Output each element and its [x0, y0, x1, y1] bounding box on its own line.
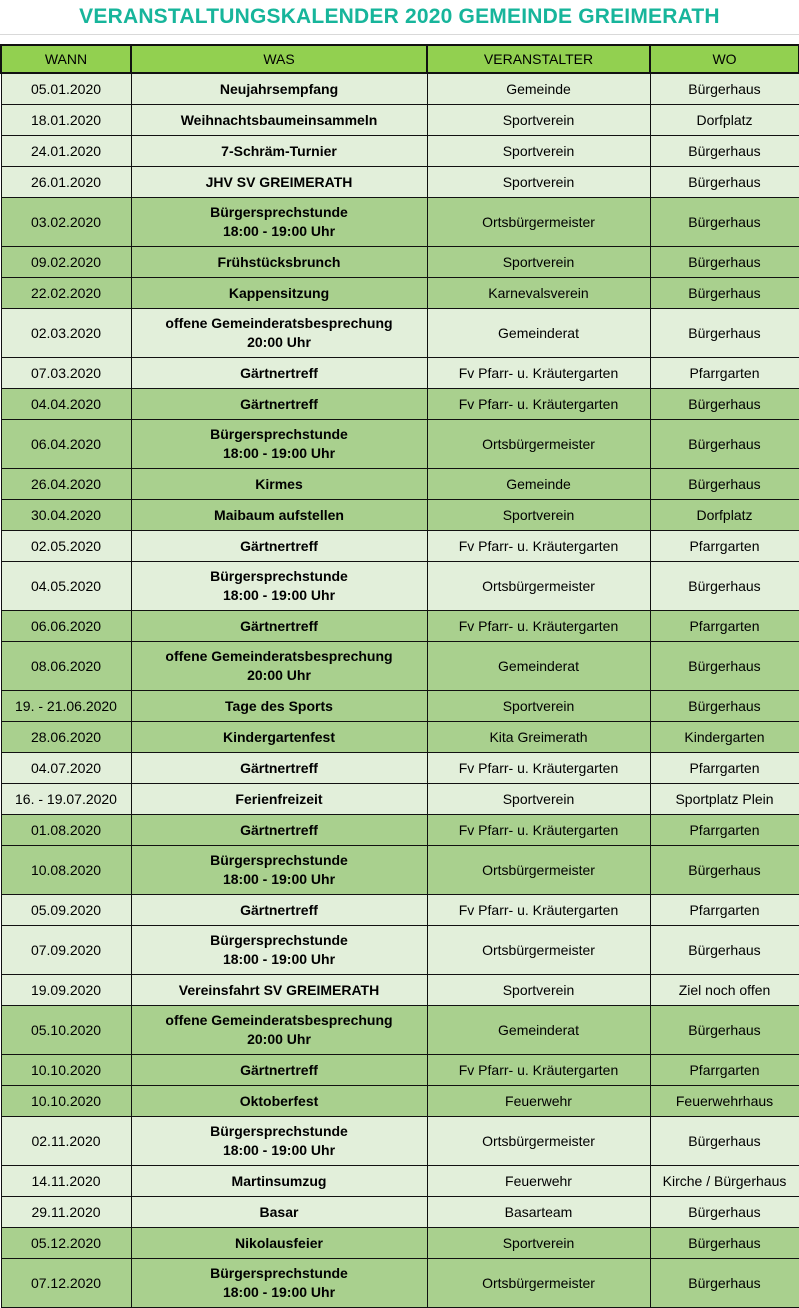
cell-wann: 26.04.2020 [1, 469, 131, 500]
cell-was [131, 815, 427, 846]
table-row [1, 1228, 799, 1259]
table-row [1, 1197, 799, 1228]
cell-veranstalter: Fv Pfarr- u. Kräutergarten [427, 1055, 650, 1086]
cell-veranstalter: Fv Pfarr- u. Kräutergarten [427, 895, 650, 926]
cell-was [131, 1228, 427, 1259]
cell-wann: 08.06.2020 [1, 642, 131, 691]
cell-wo: Feuerwehrhaus [650, 1086, 799, 1117]
event-name: Nikolausfeier [235, 1234, 323, 1251]
cell-wann: 10.10.2020 [1, 1055, 131, 1086]
event-name: JHV SV GREIMERATH [205, 173, 353, 190]
table-row [1, 753, 799, 784]
header-veranstalter: VERANSTALTER [427, 45, 650, 73]
cell-wann: 04.07.2020 [1, 753, 131, 784]
event-time: 20:00 Uhr [247, 1031, 311, 1047]
table-row [1, 1117, 799, 1166]
cell-wann: 30.04.2020 [1, 500, 131, 531]
cell-was [131, 846, 427, 895]
cell-wo: Bürgerhaus [650, 926, 799, 975]
cell-wo: Pfarrgarten [650, 815, 799, 846]
cell-wann: 06.06.2020 [1, 611, 131, 642]
event-name: Gärtnertreff [240, 759, 318, 776]
cell-was [131, 691, 427, 722]
cell-was [131, 278, 427, 309]
event-name: Bürgersprechstunde [210, 568, 348, 584]
event-name: Neujahrsempfang [219, 80, 339, 97]
table-row [1, 846, 799, 895]
cell-wann: 19. - 21.06.2020 [1, 691, 131, 722]
table-row [1, 926, 799, 975]
cell-was [131, 73, 427, 105]
cell-was [131, 562, 427, 611]
table-row [1, 1166, 799, 1197]
event-time: 18:00 - 19:00 Uhr [222, 1284, 336, 1300]
table-row [1, 1086, 799, 1117]
cell-wann: 09.02.2020 [1, 247, 131, 278]
cell-was [131, 1086, 427, 1117]
event-name: Oktoberfest [239, 1092, 319, 1109]
table-row [1, 389, 799, 420]
cell-veranstalter: Fv Pfarr- u. Kräutergarten [427, 531, 650, 562]
table-row [1, 642, 799, 691]
cell-was [131, 136, 427, 167]
cell-was [131, 611, 427, 642]
event-time: 20:00 Uhr [247, 334, 311, 350]
cell-wann: 10.10.2020 [1, 1086, 131, 1117]
cell-wo: Bürgerhaus [650, 198, 799, 247]
cell-wo: Kindergarten [650, 722, 799, 753]
cell-veranstalter: Ortsbürgermeister [427, 198, 650, 247]
cell-was [131, 1117, 427, 1166]
cell-veranstalter: Sportverein [427, 247, 650, 278]
event-time: 18:00 - 19:00 Uhr [222, 951, 336, 967]
cell-veranstalter: Gemeinde [427, 469, 650, 500]
header-row [1, 45, 799, 73]
cell-veranstalter: Basarteam [427, 1197, 650, 1228]
cell-wo: Bürgerhaus [650, 1117, 799, 1166]
cell-veranstalter: Gemeinderat [427, 309, 650, 358]
cell-wann: 26.01.2020 [1, 167, 131, 198]
event-name: Vereinsfahrt SV GREIMERATH [178, 981, 380, 998]
cell-wo: Pfarrgarten [650, 531, 799, 562]
cell-veranstalter: Ortsbürgermeister [427, 1259, 650, 1308]
table-row [1, 73, 799, 105]
cell-wann: 04.05.2020 [1, 562, 131, 611]
event-name: Ferienfreizeit [235, 790, 323, 807]
event-name: Bürgersprechstunde [210, 852, 348, 868]
cell-wo: Pfarrgarten [650, 753, 799, 784]
event-time: 18:00 - 19:00 Uhr [222, 1142, 336, 1158]
table-row [1, 1006, 799, 1055]
table-row [1, 1259, 799, 1308]
cell-wann: 16. - 19.07.2020 [1, 784, 131, 815]
event-calendar-table [0, 44, 799, 1308]
cell-wo: Bürgerhaus [650, 846, 799, 895]
cell-wo: Sportplatz Plein [650, 784, 799, 815]
cell-veranstalter: Fv Pfarr- u. Kräutergarten [427, 611, 650, 642]
table-row [1, 975, 799, 1006]
cell-was [131, 975, 427, 1006]
table-row [1, 309, 799, 358]
cell-veranstalter: Sportverein [427, 105, 650, 136]
cell-wann: 05.10.2020 [1, 1006, 131, 1055]
cell-veranstalter: Fv Pfarr- u. Kräutergarten [427, 358, 650, 389]
cell-wann: 02.03.2020 [1, 309, 131, 358]
cell-wo: Pfarrgarten [650, 895, 799, 926]
cell-veranstalter: Sportverein [427, 136, 650, 167]
cell-was [131, 784, 427, 815]
table-row [1, 198, 799, 247]
table-row [1, 469, 799, 500]
cell-was [131, 420, 427, 469]
cell-was [131, 722, 427, 753]
cell-wo: Pfarrgarten [650, 358, 799, 389]
cell-wo: Bürgerhaus [650, 1228, 799, 1259]
event-name: Kirmes [255, 475, 303, 492]
cell-was [131, 167, 427, 198]
event-name: Gärtnertreff [240, 821, 318, 838]
cell-wann: 05.01.2020 [1, 73, 131, 105]
event-name: Frühstücksbrunch [217, 253, 341, 270]
cell-wo: Bürgerhaus [650, 420, 799, 469]
cell-wann: 02.11.2020 [1, 1117, 131, 1166]
cell-wann: 04.04.2020 [1, 389, 131, 420]
cell-was [131, 895, 427, 926]
cell-wo: Pfarrgarten [650, 1055, 799, 1086]
cell-veranstalter: Feuerwehr [427, 1086, 650, 1117]
cell-wo: Bürgerhaus [650, 1259, 799, 1308]
table-row [1, 278, 799, 309]
event-name: offene Gemeinderatsbesprechung [165, 648, 393, 664]
cell-wo: Bürgerhaus [650, 469, 799, 500]
cell-wann: 29.11.2020 [1, 1197, 131, 1228]
table-row [1, 815, 799, 846]
event-time: 18:00 - 19:00 Uhr [222, 223, 336, 239]
cell-wann: 22.02.2020 [1, 278, 131, 309]
event-time: 18:00 - 19:00 Uhr [222, 871, 336, 887]
cell-wann: 05.09.2020 [1, 895, 131, 926]
cell-wann: 10.08.2020 [1, 846, 131, 895]
event-name: Gärtnertreff [240, 901, 318, 918]
table-row [1, 784, 799, 815]
header-wo: WO [650, 45, 799, 73]
cell-was [131, 469, 427, 500]
cell-wo: Bürgerhaus [650, 389, 799, 420]
cell-was [131, 389, 427, 420]
cell-veranstalter: Sportverein [427, 691, 650, 722]
header-was: WAS [131, 45, 427, 73]
cell-wo: Bürgerhaus [650, 1197, 799, 1228]
cell-was [131, 198, 427, 247]
cell-veranstalter: Gemeinde [427, 73, 650, 105]
cell-veranstalter: Sportverein [427, 1228, 650, 1259]
event-name: Gärtnertreff [240, 1061, 318, 1078]
cell-wann: 19.09.2020 [1, 975, 131, 1006]
table-row [1, 136, 799, 167]
cell-wo: Bürgerhaus [650, 167, 799, 198]
table-row [1, 167, 799, 198]
event-name: Weihnachtsbaumeinsammeln [180, 111, 378, 128]
cell-was [131, 1166, 427, 1197]
cell-veranstalter: Ortsbürgermeister [427, 420, 650, 469]
table-row [1, 722, 799, 753]
cell-veranstalter: Sportverein [427, 975, 650, 1006]
cell-wo: Kirche / Bürgerhaus [650, 1166, 799, 1197]
event-name: Kindergartenfest [222, 728, 336, 745]
event-name: 7-Schräm-Turnier [221, 142, 337, 159]
cell-was [131, 309, 427, 358]
cell-was [131, 500, 427, 531]
cell-veranstalter: Gemeinderat [427, 1006, 650, 1055]
cell-wo: Bürgerhaus [650, 562, 799, 611]
table-row [1, 247, 799, 278]
table-row [1, 691, 799, 722]
cell-wann: 07.03.2020 [1, 358, 131, 389]
cell-was [131, 1197, 427, 1228]
cell-was [131, 753, 427, 784]
cell-wann: 05.12.2020 [1, 1228, 131, 1259]
event-name: Gärtnertreff [240, 617, 318, 634]
cell-veranstalter: Ortsbürgermeister [427, 562, 650, 611]
event-name: Bürgersprechstunde [210, 426, 348, 442]
header-wann: WANN [1, 45, 131, 73]
cell-was [131, 531, 427, 562]
table-row [1, 895, 799, 926]
event-name: Bürgersprechstunde [210, 1265, 348, 1281]
cell-wo: Bürgerhaus [650, 136, 799, 167]
cell-wann: 07.12.2020 [1, 1259, 131, 1308]
cell-wann: 14.11.2020 [1, 1166, 131, 1197]
cell-was [131, 1259, 427, 1308]
cell-wo: Pfarrgarten [650, 611, 799, 642]
cell-wo: Ziel noch offen [650, 975, 799, 1006]
event-name: Martinsumzug [231, 1172, 327, 1189]
cell-veranstalter: Fv Pfarr- u. Kräutergarten [427, 389, 650, 420]
cell-veranstalter: Gemeinderat [427, 642, 650, 691]
event-time: 18:00 - 19:00 Uhr [222, 587, 336, 603]
event-name: offene Gemeinderatsbesprechung [165, 315, 393, 331]
cell-veranstalter: Fv Pfarr- u. Kräutergarten [427, 753, 650, 784]
cell-wann: 06.04.2020 [1, 420, 131, 469]
cell-veranstalter: Sportverein [427, 167, 650, 198]
cell-wo: Bürgerhaus [650, 642, 799, 691]
event-time: 20:00 Uhr [247, 667, 311, 683]
cell-wo: Bürgerhaus [650, 247, 799, 278]
cell-was [131, 926, 427, 975]
cell-veranstalter: Ortsbürgermeister [427, 846, 650, 895]
cell-wann: 07.09.2020 [1, 926, 131, 975]
event-name: Bürgersprechstunde [210, 204, 348, 220]
cell-veranstalter: Feuerwehr [427, 1166, 650, 1197]
cell-was [131, 642, 427, 691]
table-row [1, 420, 799, 469]
table-row [1, 105, 799, 136]
event-name: Gärtnertreff [240, 364, 318, 381]
table-row [1, 611, 799, 642]
table-row [1, 562, 799, 611]
event-name: Bürgersprechstunde [210, 1123, 348, 1139]
cell-was [131, 1055, 427, 1086]
cell-was [131, 247, 427, 278]
page-title: VERANSTALTUNGSKALENDER 2020 GEMEINDE GREIMERATH [79, 5, 720, 28]
cell-wo: Bürgerhaus [650, 73, 799, 105]
cell-wo: Dorfplatz [650, 500, 799, 531]
cell-wo: Bürgerhaus [650, 1006, 799, 1055]
cell-veranstalter: Sportverein [427, 784, 650, 815]
table-body [1, 73, 799, 1308]
cell-veranstalter: Fv Pfarr- u. Kräutergarten [427, 815, 650, 846]
event-name: Tage des Sports [225, 697, 333, 714]
event-name: Basar [259, 1203, 299, 1220]
cell-was [131, 358, 427, 389]
cell-wann: 02.05.2020 [1, 531, 131, 562]
cell-wo: Bürgerhaus [650, 278, 799, 309]
table-row [1, 531, 799, 562]
cell-veranstalter: Karnevalsverein [427, 278, 650, 309]
table-row [1, 1055, 799, 1086]
cell-veranstalter: Kita Greimerath [427, 722, 650, 753]
event-name: offene Gemeinderatsbesprechung [165, 1012, 393, 1028]
cell-wann: 24.01.2020 [1, 136, 131, 167]
cell-wo: Bürgerhaus [650, 691, 799, 722]
cell-veranstalter: Ortsbürgermeister [427, 1117, 650, 1166]
cell-wann: 03.02.2020 [1, 198, 131, 247]
cell-was [131, 1006, 427, 1055]
event-name: Gärtnertreff [240, 395, 318, 412]
cell-wann: 18.01.2020 [1, 105, 131, 136]
event-name: Bürgersprechstunde [210, 932, 348, 948]
cell-was [131, 105, 427, 136]
table-row [1, 500, 799, 531]
event-name: Maibaum aufstellen [214, 506, 344, 523]
cell-wo: Bürgerhaus [650, 309, 799, 358]
cell-veranstalter: Sportverein [427, 500, 650, 531]
event-name: Gärtnertreff [240, 537, 318, 554]
table-row [1, 358, 799, 389]
event-time: 18:00 - 19:00 Uhr [222, 445, 336, 461]
cell-veranstalter: Ortsbürgermeister [427, 926, 650, 975]
cell-wann: 01.08.2020 [1, 815, 131, 846]
cell-wann: 28.06.2020 [1, 722, 131, 753]
cell-wo: Dorfplatz [650, 105, 799, 136]
event-name: Kappensitzung [228, 284, 330, 301]
